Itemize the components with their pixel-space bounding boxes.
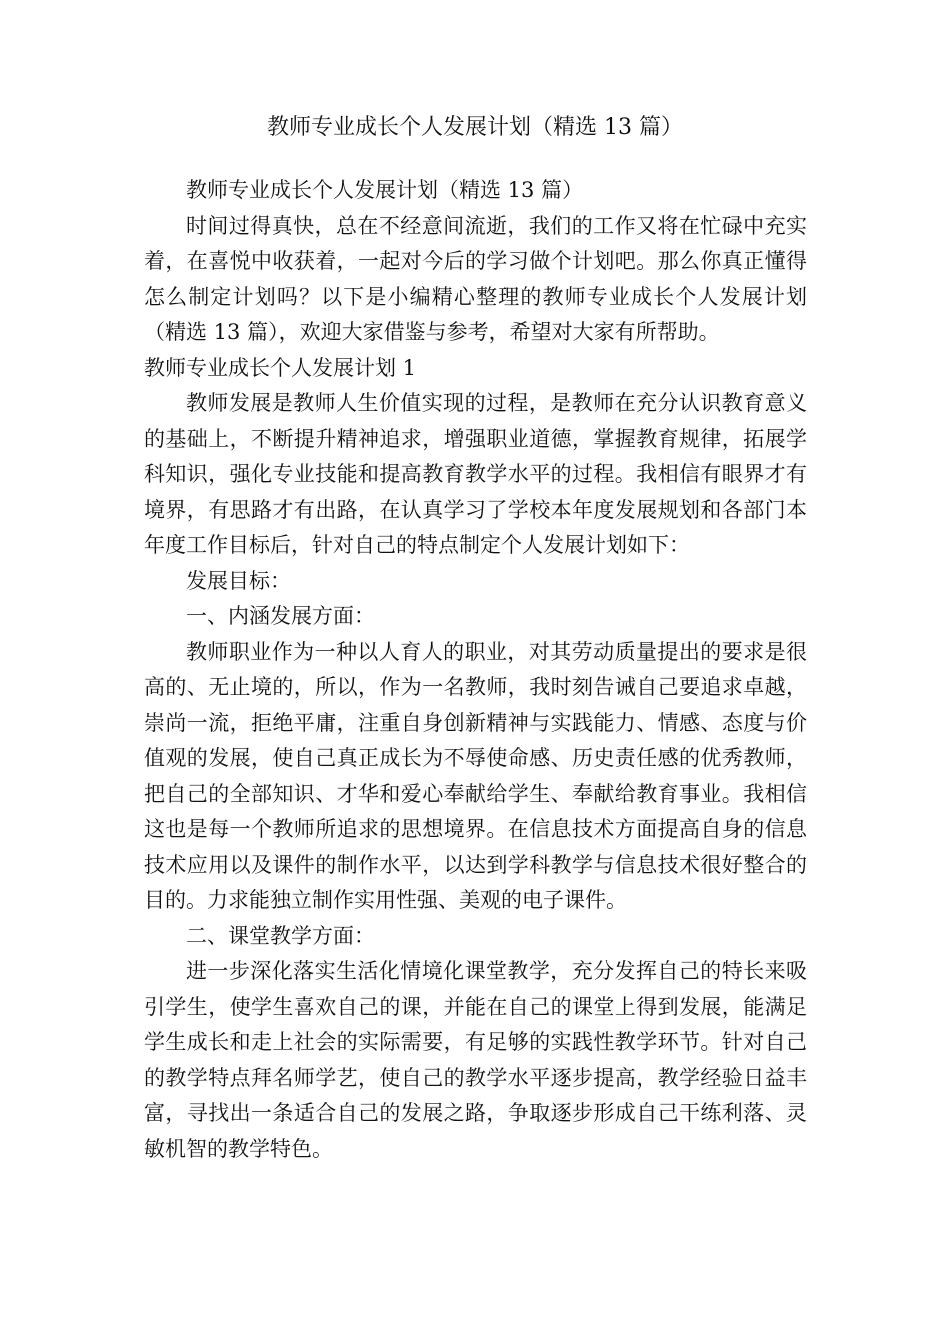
document-body: [144, 173, 807, 1167]
subsection-heading-2: 二、课堂教学方面：: [186, 923, 375, 948]
subtitle-paragraph: 教师专业成长个人发展计划（精选 13 篇）: [186, 178, 584, 202]
section-heading-plan-1: 教师专业成长个人发展计划 1: [144, 355, 417, 380]
body-paragraph: 教师职业作为一种以人育人的职业，对其劳动质量提出的要求是很高的、无止境的，所以，作为一名教师，我时刻告诫自己要追求卓越，崇尚一流，拒绝平庸，注重自身创新精神与实践能力、情感、态度与价值观的发展，使自己真正成长为不辱使命感、历史责任感的优秀教师，把自己的全部知识、才华和爱心奉献给学生、奉献给教育事业。我相信这也是每一个教师所追求的思想境界。在信息技术方面提高自身的信息技术应用以及课件的制作水平，以达到学科教学与信息技术很好整合的目的。力求能独立制作实用性强、美观的电子课件。: [144, 639, 807, 912]
document-title: 教师专业成长个人发展计划（精选 13 篇）: [267, 115, 683, 140]
intro-paragraph: 时间过得真快，总在不经意间流逝，我们的工作又将在忙碌中充实着，在喜悦中收获着，一起对今后的学习做个计划吧。那么你真正懂得怎么制定计划吗？以下是小编精心整理的教师专业成长个人发展计划（精选 13 篇），欢迎大家借鉴与参考，希望对大家有所帮助。: [144, 213, 807, 344]
subsection-heading-1: 一、内涵发展方面：: [186, 604, 375, 628]
body-paragraph: 进一步深化落实生活化情境化课堂教学，充分发挥自己的特长来吸引学生，使学生喜欢自己的课，并能在自己的课堂上得到发展，能满足学生成长和走上社会的实际需要，有足够的实践性教学环节。针对自己的教学特点拜名师学艺，使自己的教学水平逐步提高，教学经验日益丰富，寻找出一条适合自己的发展之路，争取逐步形成自己干练利落、灵敏机智的教学特色。: [144, 959, 807, 1161]
goal-heading: 发展目标：: [186, 568, 291, 593]
body-paragraph: 教师发展是教师人生价值实现的过程，是教师在充分认识教育意义的基础上，不断提升精神追求，增强职业道德，掌握教育规律，拓展学科知识，强化专业技能和提高教育教学水平的过程。我相信有眼界才有境界，有思路才有出路，在认真学习了学校本年度发展规划和各部门本年度工作目标后，针对自己的特点制定个人发展计划如下：: [144, 391, 807, 557]
